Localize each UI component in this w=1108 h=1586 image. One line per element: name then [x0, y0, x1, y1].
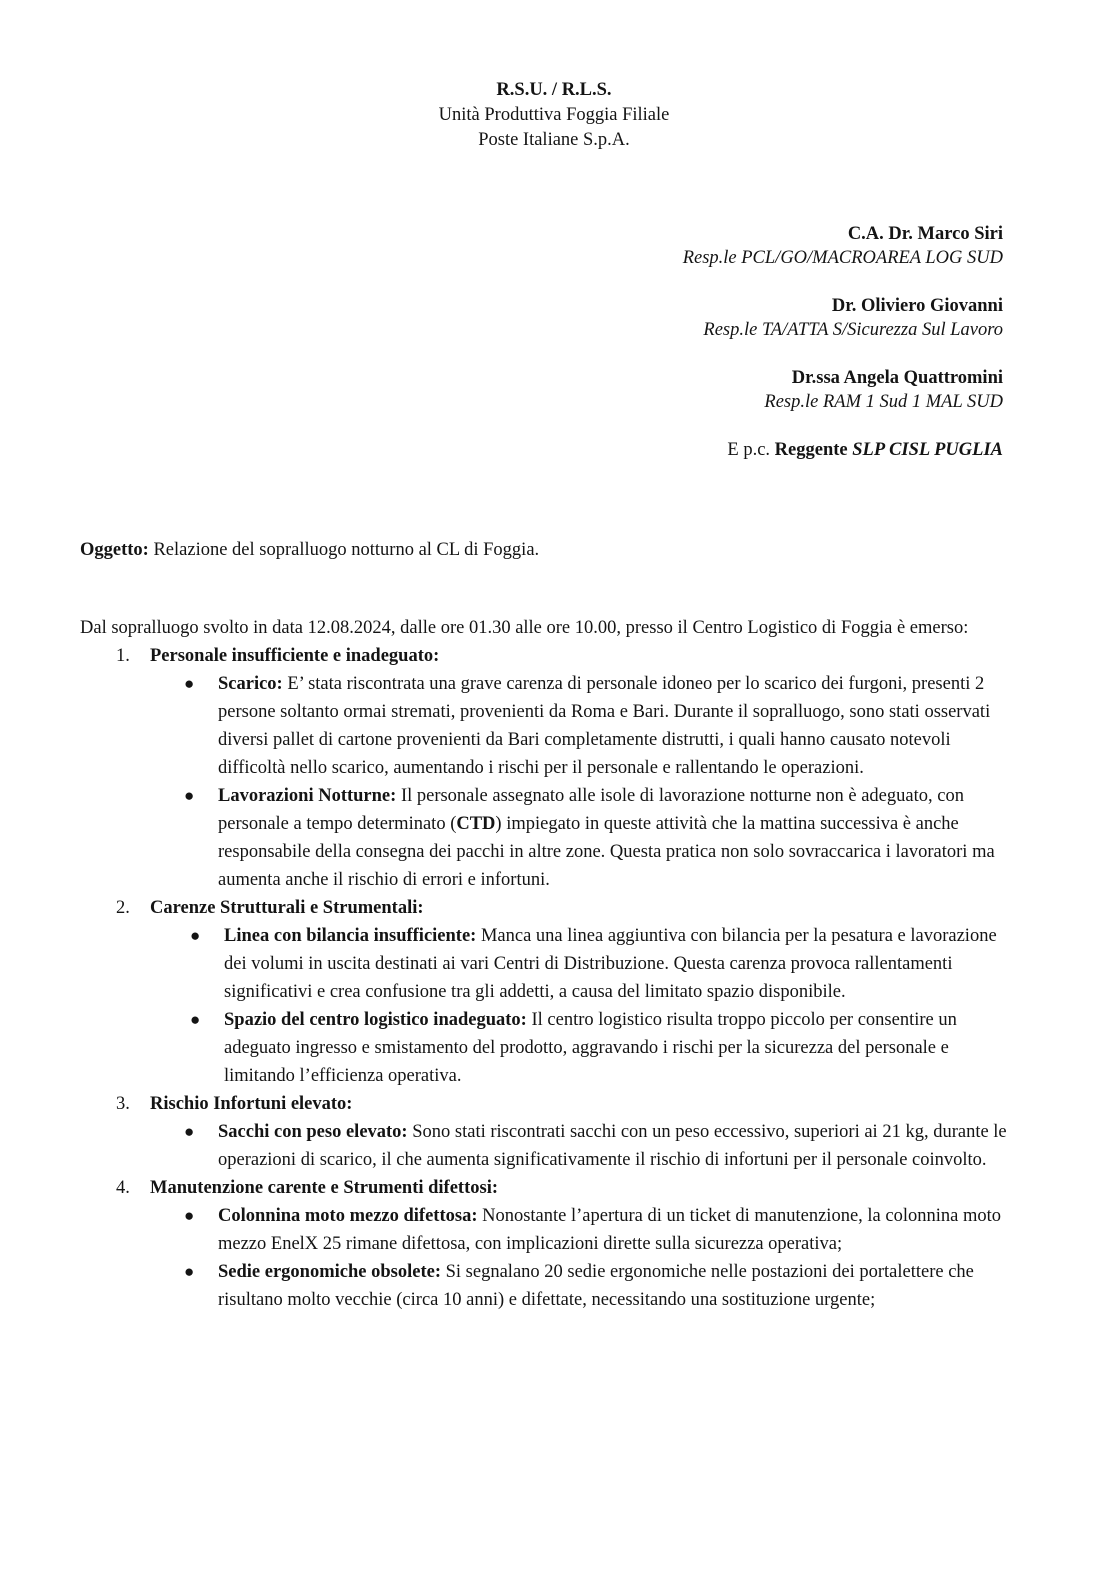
item-text: ) impiegato in queste attività che la mattina successiva è anche responsabile della consegna dei pacchi in altre zone. Questa pratica non solo sovraccarica i lavoratori ma aumenta anche il rischio di errori e infortuni. — [218, 814, 995, 890]
section-title: Rischio Infortuni elevato: — [150, 1094, 353, 1114]
item-lead: Lavorazioni Notturne: — [218, 786, 397, 806]
finding-section — [80, 1174, 1010, 1314]
recipients-block — [683, 222, 1003, 462]
item-lead: Sacchi con peso elevato: — [218, 1122, 408, 1142]
item-emphasis: CTD — [456, 814, 496, 834]
section-items — [80, 922, 1010, 1090]
section-number: 4. — [116, 1178, 130, 1198]
section-title: Personale insufficiente e inadeguato: — [150, 646, 440, 666]
recipient — [683, 366, 1003, 414]
bullet-icon: ● — [184, 1206, 195, 1225]
list-item — [80, 1006, 1010, 1090]
recipient — [683, 294, 1003, 342]
list-item — [80, 1258, 1010, 1314]
section-number: 3. — [116, 1094, 130, 1114]
finding-section — [80, 1090, 1010, 1174]
subject-text: Relazione del sopralluogo notturno al CL di Foggia. — [148, 540, 540, 560]
bullet-icon: ● — [184, 674, 195, 693]
recipient-name: Dr. Oliviero Giovanni — [831, 296, 1003, 316]
item-lead: Colonnina moto mezzo difettosa: — [218, 1206, 478, 1226]
list-item — [80, 1202, 1010, 1258]
item-text: Nonostante l’apertura di un ticket di manutenzione, la colonnina moto mezzo EnelX 25 rimane difettosa, con implicazioni dirette sulla sicurezza operativa; — [218, 1206, 1001, 1254]
section-heading — [80, 1174, 1010, 1202]
section-title: Manutenzione carente e Strumenti difettosi: — [150, 1178, 499, 1198]
intro-paragraph: Dal sopralluogo svolto in data 12.08.2024, dalle ore 01.30 alle ore 10.00, presso il Centro Logistico di Foggia è emerso: — [80, 618, 969, 638]
list-item — [80, 670, 1010, 782]
recipient-role: Resp.le RAM 1 Sud 1 MAL SUD — [764, 392, 1003, 412]
section-heading — [80, 894, 1010, 922]
list-item — [80, 782, 1010, 894]
bullet-icon: ● — [184, 1122, 195, 1141]
epc-role: Reggente — [774, 440, 853, 460]
epc-prefix: E p.c. — [727, 440, 775, 460]
header-company: Poste Italiane S.p.A. — [478, 130, 630, 150]
section-title: Carenze Strutturali e Strumentali: — [150, 898, 424, 918]
section-heading — [80, 642, 1010, 670]
recipient — [683, 222, 1003, 270]
section-items — [80, 1118, 1010, 1174]
finding-section — [80, 642, 1010, 894]
item-lead: Scarico: — [218, 674, 283, 694]
findings-list — [80, 642, 1010, 1314]
section-number: 1. — [116, 646, 130, 666]
recipient-name: C.A. Dr. Marco Siri — [847, 224, 1003, 244]
item-text: E’ stata riscontrata una grave carenza di personale idoneo per lo scarico dei furgoni, presenti 2 persone soltanto ormai stremati, provenienti da Roma e Bari. Durante il sopralluogo, sono stati osservati diversi pallet di cartone provenienti da Bari completamente distrutti, i quali hanno causato notevoli difficoltà nello scarico, aumentando i rischi per il personale e rallentando le operazioni. — [218, 674, 991, 778]
recipient-role: Resp.le TA/ATTA S/Sicurezza Sul Lavoro — [703, 320, 1003, 340]
header-unit: Unità Produttiva Foggia Filiale — [438, 105, 670, 125]
bullet-icon: ● — [190, 1010, 201, 1029]
item-text: Manca una linea aggiuntiva con bilancia per la pesatura e lavorazione dei volumi in uscita destinati ai vari Centri di Distribuzione. Questa carenza provoca rallentamenti significativi e crea confusione tra gli addetti, a causa del limitato spazio disponibile. — [224, 926, 997, 1002]
subject-label: Oggetto: — [80, 540, 149, 560]
epc-line — [683, 438, 1003, 462]
letter-body — [80, 614, 1010, 1314]
section-items — [80, 1202, 1010, 1314]
header-rsu-rls: R.S.U. / R.L.S. — [496, 80, 612, 100]
epc-org: SLP CISL PUGLIA — [852, 440, 1003, 460]
section-number: 2. — [116, 898, 130, 918]
section-heading — [80, 1090, 1010, 1118]
item-text: Il centro logistico risulta troppo piccolo per consentire un adeguato ingresso e smistamento del prodotto, aggravando i rischi per la sicurezza del personale e limitando l’efficienza operativa. — [224, 1010, 957, 1086]
item-lead: Sedie ergonomiche obsolete: — [218, 1262, 441, 1282]
letter-header — [0, 78, 1108, 153]
section-items — [80, 670, 1010, 894]
item-lead: Spazio del centro logistico inadeguato: — [224, 1010, 527, 1030]
bullet-icon: ● — [184, 786, 195, 805]
item-text: Il personale assegnato alle isole di lavorazione notturne non è adeguato, con personale a tempo determinato ( — [218, 786, 964, 834]
subject-line — [80, 538, 539, 562]
item-text: Sono stati riscontrati sacchi con un peso eccessivo, superiori ai 21 kg, durante le operazioni di scarico, il che aumenta significativamente il rischio di infortuni per il personale coinvolto. — [218, 1122, 1007, 1170]
item-lead: Linea con bilancia insufficiente: — [224, 926, 477, 946]
finding-section — [80, 894, 1010, 1090]
item-text: Si segnalano 20 sedie ergonomiche nelle postazioni dei portalettere che risultano molto vecchie (circa 10 anni) e difettate, necessitando una sostituzione urgente; — [218, 1262, 974, 1310]
bullet-icon: ● — [190, 926, 201, 945]
recipient-role: Resp.le PCL/GO/MACROAREA LOG SUD — [682, 248, 1003, 268]
list-item — [80, 1118, 1010, 1174]
bullet-icon: ● — [184, 1262, 195, 1281]
list-item — [80, 922, 1010, 1006]
recipient-name: Dr.ssa Angela Quattromini — [791, 368, 1003, 388]
